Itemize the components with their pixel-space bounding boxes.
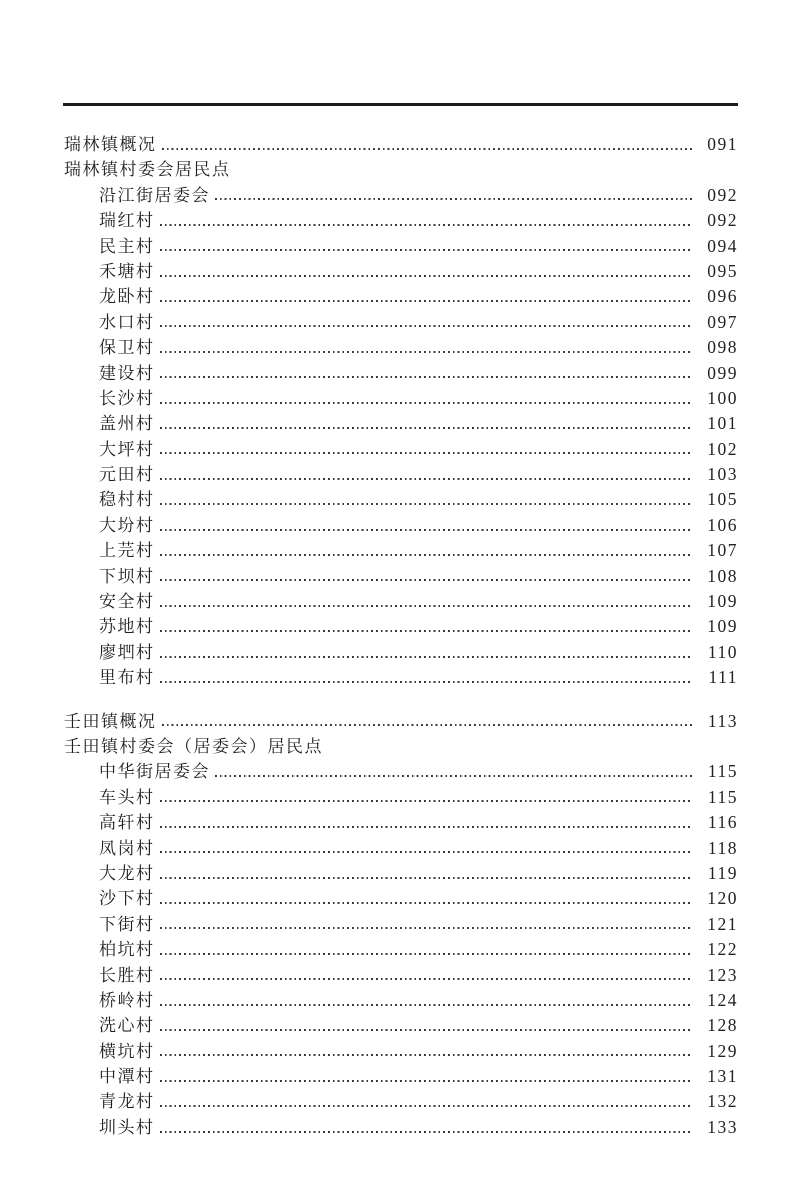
dot-leader	[160, 800, 693, 802]
dot-leader	[162, 724, 693, 726]
dot-leader	[160, 605, 693, 607]
page-number: 105	[707, 489, 738, 510]
toc-entry	[64, 462, 738, 487]
toc-entry	[64, 614, 738, 639]
dot-leader	[160, 1054, 693, 1056]
dot-leader	[160, 953, 693, 955]
header-rule	[63, 103, 738, 106]
page-number: 102	[707, 438, 738, 459]
toc-entry	[64, 411, 738, 436]
toc-entry	[64, 284, 738, 309]
entry-title: 安全村	[99, 592, 155, 612]
entry-title: 壬田镇概况	[64, 711, 157, 731]
page-number: 096	[707, 286, 738, 307]
toc-entry	[64, 665, 738, 690]
page-number: 120	[707, 888, 738, 909]
toc-entry	[64, 1039, 738, 1064]
toc-entry	[64, 513, 738, 538]
page-number: 101	[707, 413, 738, 434]
toc-entry	[64, 386, 738, 411]
dot-leader	[160, 325, 693, 327]
toc-entry	[64, 963, 738, 988]
toc-entry	[64, 361, 738, 386]
toc-entry	[64, 836, 738, 861]
toc-entry	[64, 1064, 738, 1089]
page-number: 129	[707, 1040, 738, 1061]
entry-title: 苏地村	[99, 617, 155, 637]
toc-entry	[64, 208, 738, 233]
entry-title: 上芫村	[99, 541, 155, 561]
entry-title: 高轩村	[99, 813, 155, 833]
dot-leader	[160, 681, 693, 683]
entry-title: 廖垇村	[99, 642, 155, 662]
dot-leader	[160, 978, 693, 980]
entry-title: 盖州村	[99, 414, 155, 434]
toc-entry	[64, 1013, 738, 1038]
page-number: 109	[707, 591, 738, 612]
dot-leader	[160, 452, 693, 454]
toc-entry	[64, 259, 738, 284]
dot-leader	[160, 478, 693, 480]
page-number: 121	[707, 913, 738, 934]
toc-entry	[64, 709, 738, 734]
dot-leader	[160, 427, 693, 429]
page-number: 119	[707, 862, 738, 883]
dot-leader	[160, 275, 693, 277]
toc-entry	[64, 785, 738, 810]
entry-title: 瑞红村	[99, 211, 155, 231]
entry-title: 下街村	[99, 914, 155, 934]
toc-entry	[64, 1115, 738, 1140]
entry-title: 长沙村	[99, 388, 155, 408]
entry-title: 圳头村	[99, 1117, 155, 1137]
toc-entry	[64, 640, 738, 665]
toc-entry	[64, 759, 738, 784]
entry-title: 建设村	[99, 363, 155, 383]
entry-title: 禾塘村	[99, 261, 155, 281]
dot-leader	[160, 877, 693, 879]
dot-leader	[160, 224, 693, 226]
dot-leader	[160, 902, 693, 904]
toc-entry	[64, 157, 738, 182]
page-number: 103	[707, 464, 738, 485]
toc-entry	[64, 1089, 738, 1114]
dot-leader	[160, 630, 693, 632]
dot-leader	[160, 1131, 693, 1133]
page-number: 124	[707, 989, 738, 1010]
toc-entry	[64, 886, 738, 911]
dot-leader	[160, 826, 693, 828]
page-number: 133	[707, 1116, 738, 1137]
entry-title: 桥岭村	[99, 990, 155, 1010]
page-number: 111	[708, 667, 738, 688]
entry-title: 车头村	[99, 787, 155, 807]
page-number: 122	[707, 939, 738, 960]
entry-title: 青龙村	[99, 1092, 155, 1112]
entry-title: 下坝村	[99, 566, 155, 586]
entry-title: 壬田镇村委会（居委会）居民点	[64, 736, 323, 756]
page-number: 109	[707, 616, 738, 637]
toc-entry	[64, 912, 738, 937]
entry-title: 里布村	[99, 668, 155, 688]
entry-title: 洗心村	[99, 1016, 155, 1036]
entry-title: 柏坑村	[99, 940, 155, 960]
entry-title: 保卫村	[99, 338, 155, 358]
dot-leader	[160, 579, 693, 581]
dot-leader	[160, 402, 693, 404]
page-number: 128	[707, 1015, 738, 1036]
toc-entry	[64, 861, 738, 886]
dot-leader	[160, 351, 693, 353]
page-number: 131	[707, 1066, 738, 1087]
entry-title: 中华街居委会	[99, 762, 210, 782]
page-number: 100	[707, 387, 738, 408]
toc-entry	[64, 437, 738, 462]
toc-section	[64, 132, 738, 691]
entry-title: 瑞林镇概况	[64, 135, 157, 154]
dot-leader	[162, 148, 693, 150]
page-number: 106	[707, 514, 738, 535]
dot-leader	[160, 300, 693, 302]
toc-entry	[64, 734, 738, 759]
entry-title: 元田村	[99, 465, 155, 485]
dot-leader	[160, 529, 693, 531]
page-number: 123	[707, 964, 738, 985]
page-number: 094	[707, 235, 738, 256]
page-number: 118	[707, 837, 738, 858]
toc-entry	[64, 132, 738, 157]
toc-entry	[64, 487, 738, 512]
page-number: 092	[707, 210, 738, 231]
toc-entry	[64, 937, 738, 962]
entry-title: 瑞林镇村委会居民点	[64, 160, 231, 180]
dot-leader	[160, 1105, 693, 1107]
entry-title: 大坋村	[99, 515, 155, 535]
entry-title: 水口村	[99, 312, 155, 332]
page-number: 091	[707, 134, 738, 154]
dot-leader	[160, 554, 693, 556]
entry-title: 龙卧村	[99, 287, 155, 307]
dot-leader	[160, 1029, 693, 1031]
toc-entry	[64, 988, 738, 1013]
entry-title: 大坪村	[99, 439, 155, 459]
page-number: 115	[707, 786, 738, 807]
page-number: 110	[707, 641, 738, 662]
entry-title: 大龙村	[99, 863, 155, 883]
page-number: 115	[707, 761, 738, 782]
page-number: 132	[707, 1091, 738, 1112]
entry-title: 沙下村	[99, 889, 155, 909]
entry-title: 横坑村	[99, 1041, 155, 1061]
dot-leader	[160, 851, 693, 853]
toc-section	[64, 709, 738, 1141]
toc-entry	[64, 335, 738, 360]
page-number: 095	[707, 260, 738, 281]
entry-title: 沿江街居委会	[99, 185, 210, 205]
page-number: 108	[707, 565, 738, 586]
toc-entry	[64, 810, 738, 835]
dot-leader	[160, 927, 693, 929]
toc-entry	[64, 538, 738, 563]
page-number: 113	[707, 710, 738, 731]
entry-title: 中潭村	[99, 1067, 155, 1087]
entry-title: 稳村村	[99, 490, 155, 510]
dot-leader	[215, 198, 692, 200]
toc-entry	[64, 234, 738, 259]
entry-title: 民主村	[99, 236, 155, 256]
page-number: 092	[707, 184, 738, 205]
entry-title: 凤岗村	[99, 838, 155, 858]
toc-entry	[64, 564, 738, 589]
dot-leader	[160, 656, 693, 658]
page-number: 116	[707, 812, 738, 833]
dot-leader	[215, 775, 692, 777]
dot-leader	[160, 1004, 693, 1006]
dot-leader	[160, 249, 693, 251]
toc-entry	[64, 183, 738, 208]
dot-leader	[160, 376, 693, 378]
page-number: 097	[707, 311, 738, 332]
toc	[64, 132, 738, 1140]
page-number: 107	[707, 540, 738, 561]
page-number: 099	[707, 362, 738, 383]
dot-leader	[160, 1080, 693, 1082]
dot-leader	[160, 503, 693, 505]
toc-entry	[64, 310, 738, 335]
toc-entry	[64, 589, 738, 614]
page-number: 098	[707, 337, 738, 358]
entry-title: 长胜村	[99, 965, 155, 985]
